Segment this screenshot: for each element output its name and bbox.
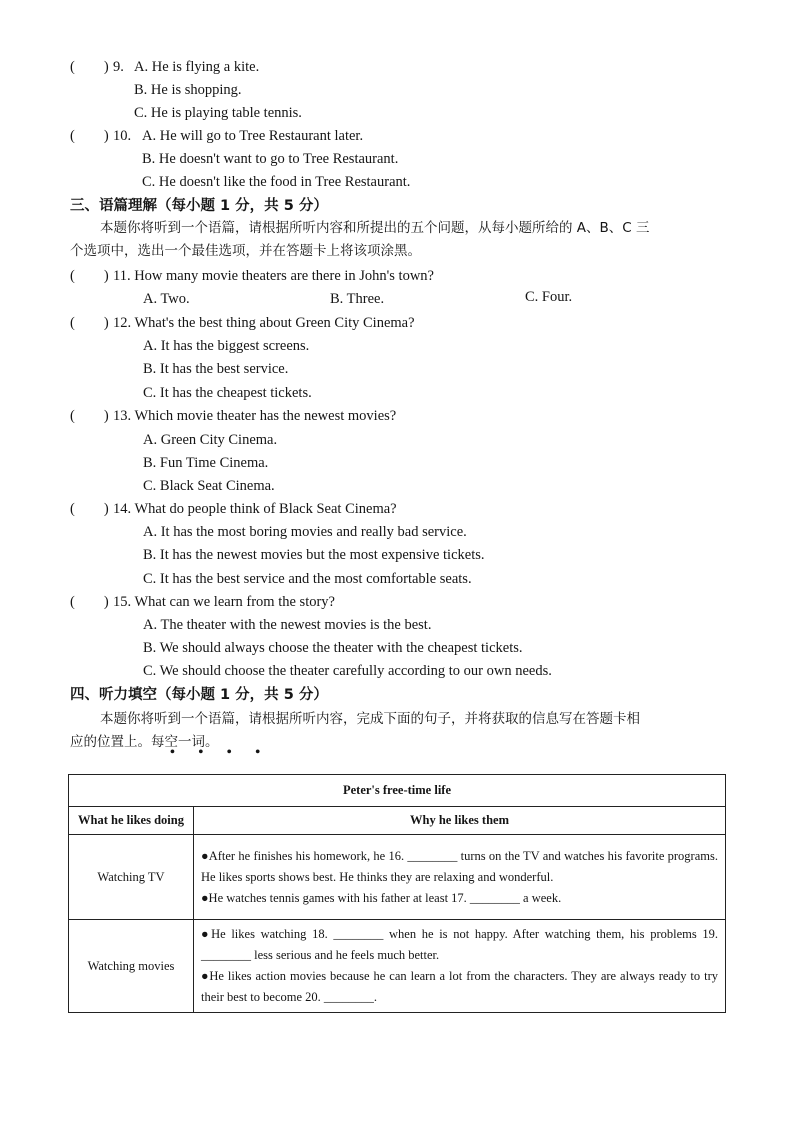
option-b: B. Three.	[330, 291, 385, 307]
question-text: 12. What's the best thing about Green City Cinema?	[113, 315, 415, 331]
answer-bracket: ( )	[70, 128, 109, 144]
option-a: A. Two.	[143, 291, 190, 307]
answer-bracket: ( )	[70, 315, 109, 331]
question-number: 10.	[113, 128, 132, 144]
option-a: A. The theater with the newest movies is the best.	[143, 617, 432, 633]
question-text: 15. What can we learn from the story?	[113, 594, 335, 610]
section-instructions: 应的位置上。每空一词。	[70, 734, 219, 750]
row-reasons	[194, 835, 726, 920]
row-label: Watching movies	[69, 920, 194, 1013]
row-reasons	[194, 920, 726, 1013]
option-b: B. We should always choose the theater with the cheapest tickets.	[143, 640, 523, 656]
option-c: C. He is playing table tennis.	[134, 105, 302, 121]
option-c: C. Four.	[525, 289, 573, 305]
reason-text: ●He likes action movies because he can learn a lot from the characters. They are always ready to try their best to become 20. ________.	[201, 969, 718, 1004]
reason-text: ●After he finishes his homework, he 16. ________ turns on the TV and watches his favorite programs. He likes sports shows best. He thinks they are relaxing and wonderful.	[201, 848, 718, 884]
answer-bracket: ( )	[70, 594, 109, 610]
section-instructions: 本题你将听到一个语篇，请根据所听内容和所提出的五个问题，从每小题所给的 A、B、C 三	[100, 220, 650, 236]
table-title: Peter's free-time life	[69, 775, 726, 807]
option-c: C. We should choose the theater carefully according to our own needs.	[143, 663, 552, 679]
table-row	[69, 835, 726, 920]
column-header-reason: Why he likes them	[194, 807, 726, 835]
option-b: B. He doesn't want to go to Tree Restaurant.	[142, 151, 399, 167]
answer-bracket: ( )	[70, 59, 109, 75]
option-b: B. It has the best service.	[143, 361, 289, 377]
answer-bracket: ( )	[70, 408, 109, 424]
section-instructions: 本题你将听到一个语篇，请根据所听内容，完成下面的句子，并将获取的信息写在答题卡相	[100, 711, 640, 727]
question-text: 13. Which movie theater has the newest movies?	[113, 408, 397, 424]
option-c: C. It has the best service and the most comfortable seats.	[143, 571, 472, 587]
emphasis-dots: • • • •	[170, 745, 271, 760]
question-number: 9.	[113, 59, 124, 75]
option-a: A. It has the most boring movies and really bad service.	[143, 524, 467, 540]
option-c: C. It has the cheapest tickets.	[143, 385, 312, 401]
section-title: 四、听力填空（每小题 1 分，共 5 分）	[70, 687, 328, 703]
reason-text: ●He likes watching 18. ________ when he is not happy. After watching them, his problems 19. ________ less serious and he feels much better.	[201, 927, 718, 962]
option-b: B. He is shopping.	[134, 82, 242, 98]
option-c: C. Black Seat Cinema.	[143, 478, 275, 494]
reason-text: ●He watches tennis games with his father at least 17. ________ a week.	[201, 890, 562, 905]
free-time-table	[68, 774, 726, 1013]
question-text: 14. What do people think of Black Seat Cinema?	[113, 501, 397, 517]
option-a: A. He will go to Tree Restaurant later.	[142, 128, 364, 144]
section-instructions: 个选项中，选出一个最佳选项，并在答题卡上将该项涂黑。	[70, 243, 421, 259]
table-row	[69, 920, 726, 1013]
option-b: B. Fun Time Cinema.	[143, 455, 269, 471]
option-c: C. He doesn't like the food in Tree Restaurant.	[142, 174, 411, 190]
option-a: A. He is flying a kite.	[134, 59, 260, 75]
option-a: A. It has the biggest screens.	[143, 338, 310, 354]
question-text: 11. How many movie theaters are there in John's town?	[113, 268, 434, 284]
row-label: Watching TV	[69, 835, 194, 920]
option-a: A. Green City Cinema.	[143, 432, 278, 448]
section-title: 三、语篇理解（每小题 1 分，共 5 分）	[70, 198, 328, 214]
answer-bracket: ( )	[70, 501, 109, 517]
answer-bracket: ( )	[70, 268, 109, 284]
column-header-activity: What he likes doing	[69, 807, 194, 835]
option-b: B. It has the newest movies but the most expensive tickets.	[143, 547, 485, 563]
